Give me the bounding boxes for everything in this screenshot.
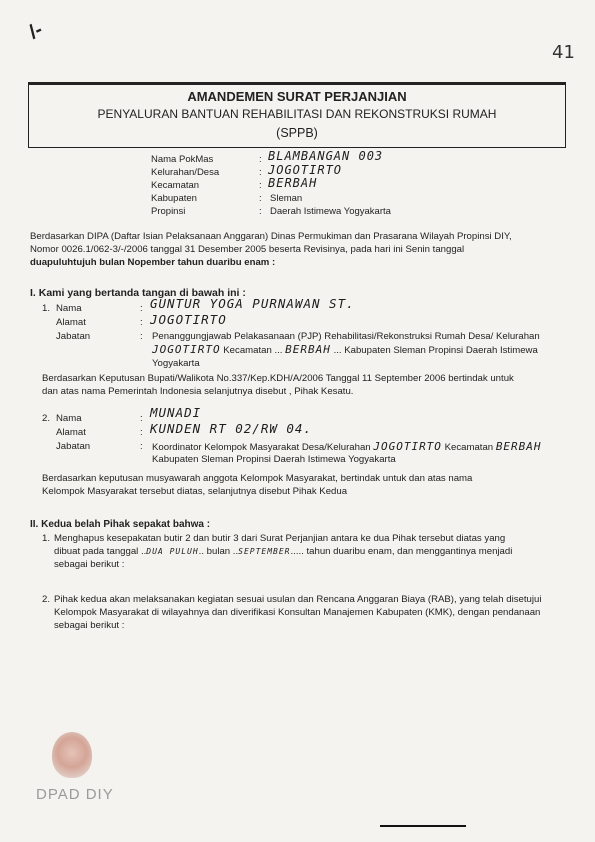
party-2-label-jabatan: Jabatan — [56, 441, 91, 452]
clause-1-number: 1. — [42, 533, 51, 544]
party-1-label-nama: Nama — [56, 303, 82, 314]
info-label-kecamatan: Kecamatan — [151, 180, 200, 191]
info-value-desa: JOGOTIRTO — [268, 163, 343, 177]
party-2-para-line2: Kelompok Masyarakat tersebut diatas, selanjutnya disebut Pihak Kedua — [42, 486, 348, 497]
info-label-pokmas: Nama PokMas — [151, 154, 214, 165]
document-page: /- 41 AMANDEMEN SURAT PERJANJIAN PENYALURAN BANTUAN REHABILITASI DAN REKONSTRUKSI RUMAH (SPPB) Nama PokMas : BLAMBANGAN 003 Kelurahan/Desa : JOGOTIRTO Kecamatan : BERBAH Kabupaten : Sleman Propinsi : Daerah Istimewa Yogyakarta Berdasarkan DIPA (Daftar Isian Pelaksanaan Anggaran) Dinas Permukiman dan Prasarana Wilayah Propinsi DIY, Nomor 0026.1/062-3/-/2006 tanggal 31 Desember 2005 beserta Revisinya, pada hari ini Senin tanggal duapuluhtujuh bulan Nopember tahun duaribu enam : I. Kami yang bertanda tangan di bawah ini : 1. Nama Alamat Jabatan : : : GUNTUR YOGA PURNAWAN ST. JOGOTIRTO Penanggungjawab Pelakasanaan (PJP) Rehabilitasi/Rekonstruksi Rumah Desa/ Kelurahan JOGOTIRTO Kecamatan ... BERBAH ... Kabupaten Sleman Propinsi Daerah Istimewa Yogyakarta Berdasarkan Keputusan Bupati/Walikota No.337/Kep.KDH/A/2006 Tanggal 11 September 2006 bertindak untuk dan atas nama Pemerintah Indonesia selanjutnya disebut , Pihak Kesatu. 2. Nama Alamat Jabatan : : : MUNADI KUNDEN RT 02/RW 04. Koordinator Kelompok Masyarakat Desa/Kelurahan JOGOTIRTO Kecamatan BERBAH Kabupaten Sleman Propinsi Daerah Istimewa Yogyakarta Berdasarkan keputusan musyawarah anggota Kelompok Masyarakat, bertindak untuk dan atas nama Kelompok Masyarakat tersebut diatas, selanjutnya disebut Pihak Kedua II. Kedua belah Pihak sepakat bahwa : 1. Menghapus kesepakatan butir 2 dan butir 3 dari Surat Perjanjian antara ke dua Pihak tersebut diatas yang dibuat pada tanggal ..DUA PULUH.. bulan ..SEPTEMBER..... tahun duaribu enam, dan menggantinya menjadi sebagai berikut : 2. Pihak kedua akan melaksanakan kegiatan sesuai usulan dan Rencana Anggaran Biaya (RAB), yang telah disetujui Kelompok Masyarakat di wilayahnya dan diverifikasi Konsultan Manajemen Kabupaten (KMK), dengan pendanaan sebagai berikut : DPAD DIY — [0, 0, 595, 842]
party-1-alamat: JOGOTIRTO — [150, 312, 227, 327]
clause-2-number: 2. — [42, 594, 51, 605]
info-label-kabupaten: Kabupaten — [151, 193, 197, 204]
document-abbrev: (SPPB) — [276, 126, 318, 140]
document-subtitle: PENYALURAN BANTUAN REHABILITASI DAN REKONSTRUKSI RUMAH — [97, 107, 497, 121]
party-1-jabatan-desa: JOGOTIRTO — [152, 343, 221, 356]
intro-line-1: Berdasarkan DIPA (Daftar Isian Pelaksanaan Anggaran) Dinas Permukiman dan Prasarana Wilayah Propinsi DIY, — [30, 231, 512, 242]
title-box — [28, 82, 566, 148]
clause-2-line1: Pihak kedua akan melaksanakan kegiatan sesuai usulan dan Rencana Anggaran Biaya (RAB), yang telah disetujui — [54, 594, 542, 605]
clause-2-line3: sebagai berikut : — [54, 620, 125, 631]
party-1-jabatan-line3: Yogyakarta — [152, 358, 200, 369]
corner-mark: /- — [25, 18, 47, 44]
party-2-number: 2. — [42, 413, 51, 424]
info-value-propinsi: Daerah Istimewa Yogyakarta — [270, 206, 391, 217]
info-value-kabupaten: Sleman — [270, 193, 303, 204]
party-2-jabatan-line1: Koordinator Kelompok Masyarakat Desa/Kelurahan JOGOTIRTO Kecamatan BERBAH — [152, 440, 542, 453]
party-2-label-alamat: Alamat — [56, 427, 86, 438]
party-1-label-jabatan: Jabatan — [56, 331, 91, 342]
party-1-jabatan-line1: Penanggungjawab Pelakasanaan (PJP) Rehabilitasi/Rekonstruksi Rumah Desa/ Kelurahan — [152, 331, 540, 342]
clause-1-line2: dibuat pada tanggal ..DUA PULUH.. bulan ..SEPTEMBER..... tahun duaribu enam, dan menggantinya menjadi — [54, 546, 513, 557]
clause-1-line1: Menghapus kesepakatan butir 2 dan butir 3 dari Surat Perjanjian antara ke dua Pihak tersebut diatas yang — [54, 533, 506, 544]
intro-line-2: Nomor 0026.1/062-3/-/2006 tanggal 31 Desember 2005 beserta Revisinya, pada hari ini Senin tanggal — [30, 244, 465, 255]
archive-seal-stamp — [52, 732, 92, 778]
info-value-pokmas: BLAMBANGAN 003 — [268, 149, 384, 163]
section-2-heading: II. Kedua belah Pihak sepakat bahwa : — [30, 519, 211, 530]
party-1-para-line2: dan atas nama Pemerintah Indonesia selanjutnya disebut , Pihak Kesatu. — [42, 386, 354, 397]
page-number: 41 — [552, 42, 575, 63]
clause-1-tanggal: DUA PULUH — [146, 547, 199, 556]
clause-1-line3: sebagai berikut : — [54, 559, 125, 570]
document-title: AMANDEMEN SURAT PERJANJIAN — [187, 89, 407, 104]
section-1-heading: I. Kami yang bertanda tangan di bawah ini : — [30, 287, 246, 299]
party-1-jabatan-line2: JOGOTIRTO Kecamatan ... BERBAH ... Kabupaten Sleman Propinsi Daerah Istimewa — [152, 343, 538, 356]
footer-rule — [380, 825, 466, 827]
party-2-jabatan-line2: Kabupaten Sleman Propinsi Daerah Istimewa Yogyakarta — [152, 454, 396, 465]
party-1-nama: GUNTUR YOGA PURNAWAN ST. — [150, 296, 355, 311]
party-1-para-line1: Berdasarkan Keputusan Bupati/Walikota No.337/Kep.KDH/A/2006 Tanggal 11 September 2006 bertindak untuk — [42, 373, 514, 384]
party-2-alamat: KUNDEN RT 02/RW 04. — [150, 421, 312, 436]
info-label-propinsi: Propinsi — [151, 206, 186, 217]
clause-2-line2: Kelompok Masyarakat di wilayahnya dan diverifikasi Konsultan Manajemen Kabupaten (KMK), dengan pendanaan — [54, 607, 541, 618]
party-1-number: 1. — [42, 303, 51, 314]
info-label-desa: Kelurahan/Desa — [151, 167, 220, 178]
party-1-label-alamat: Alamat — [56, 317, 86, 328]
watermark: DPAD DIY — [36, 786, 114, 803]
party-2-para-line1: Berdasarkan keputusan musyawarah anggota Kelompok Masyarakat, bertindak untuk dan atas nama — [42, 473, 473, 484]
party-2-nama: MUNADI — [150, 405, 202, 420]
party-1-jabatan-kecamatan: BERBAH — [285, 343, 331, 356]
party-2-jabatan-kecamatan: BERBAH — [495, 440, 542, 453]
party-2-jabatan-desa: JOGOTIRTO — [373, 440, 442, 453]
clause-1-bulan: SEPTEMBER — [238, 547, 291, 556]
party-2-label-nama: Nama — [56, 413, 82, 424]
info-value-kecamatan: BERBAH — [268, 176, 318, 190]
intro-line-3: duapuluhtujuh bulan Nopember tahun duaribu enam : — [30, 257, 276, 268]
